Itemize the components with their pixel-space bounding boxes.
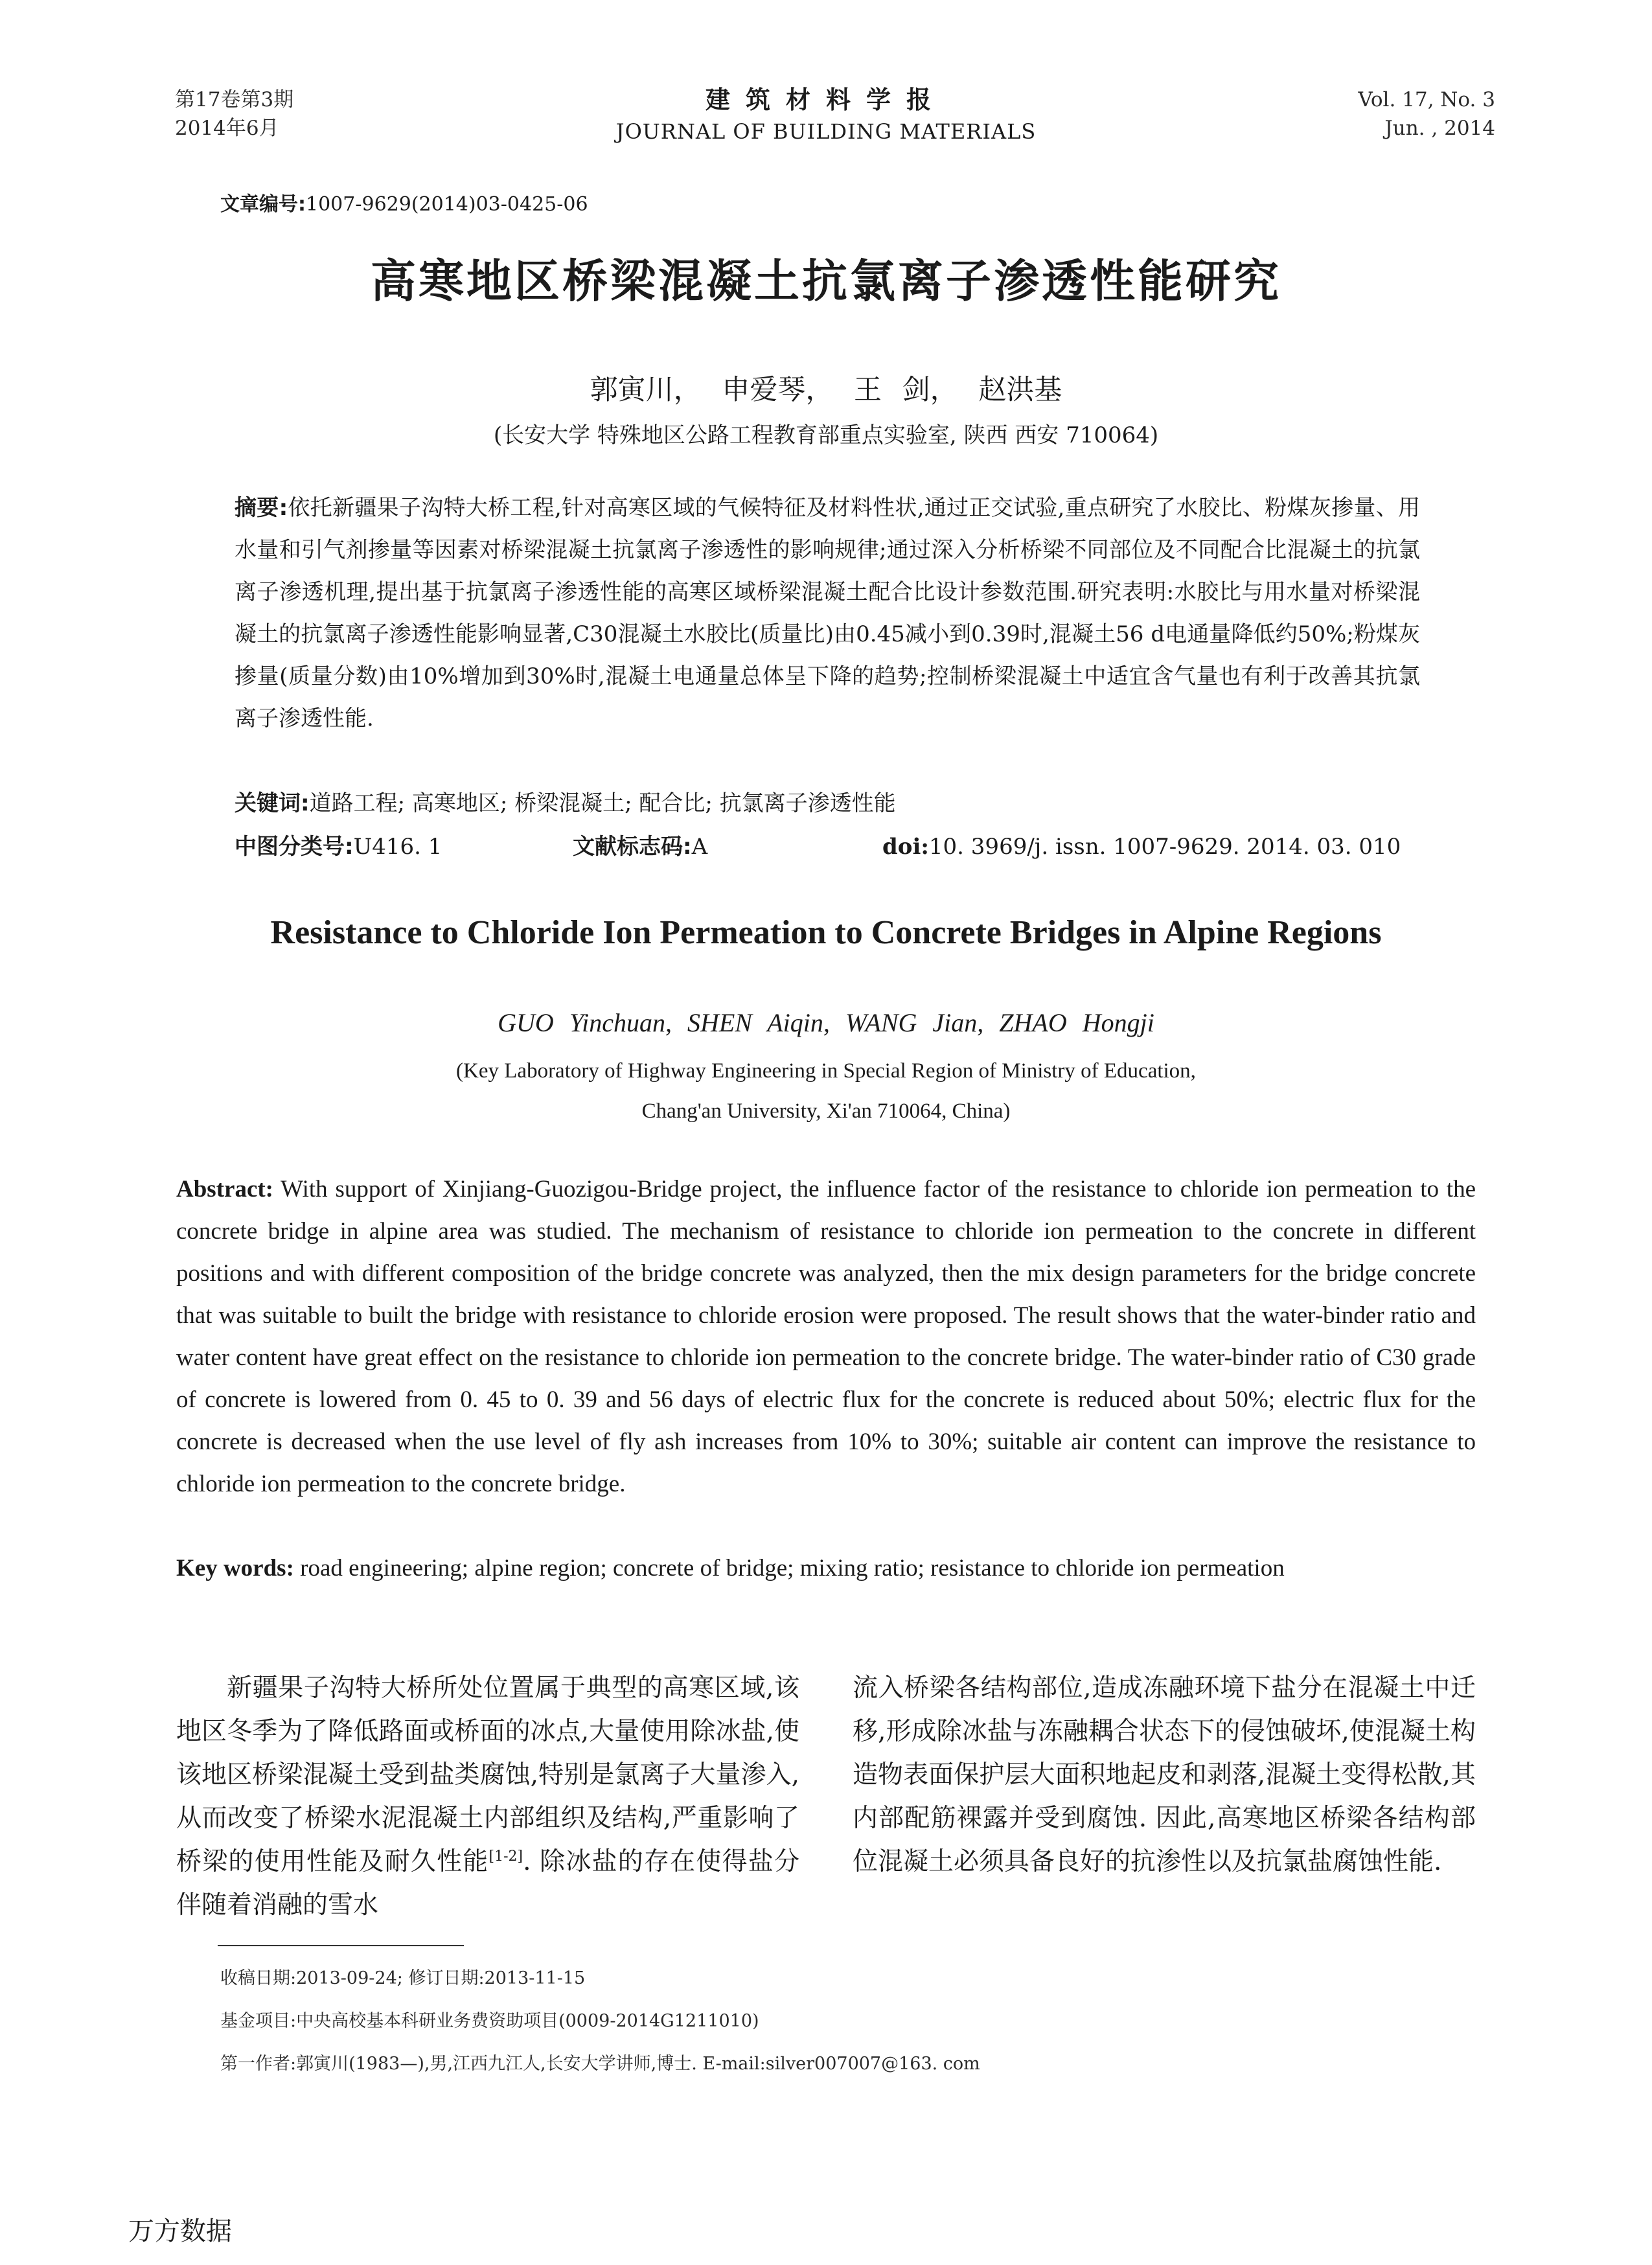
authors-en: GUO Yinchuan, SHEN Aiqin, WANG Jian, ZHAO Hongji [498, 1008, 1154, 1037]
footnote-funding: 基金项目:中央高校基本科研业务费资助项目(0009-2014G1211010) [220, 2011, 759, 2031]
classification-line [235, 831, 1420, 863]
keywords-cn [235, 787, 896, 820]
header-right [1358, 86, 1495, 143]
abstract-cn-label: 摘要: [235, 495, 288, 521]
footnote-received-date: 收稿日期:2013-09-24; 修订日期:2013-11-15 [220, 1968, 586, 1988]
body-column-right: 流入桥梁各结构部位,造成冻融环境下盐分在混凝土中迁移,形成除冰盐与冻融耦合状态下的侵蚀破坏,使混凝土构造物表面保护层大面积地起皮和剥落,混凝土变得松散,其内部配筋裸露并受到腐蚀. 因此,高寒地区桥梁各结构部位混凝土必须具备良好的抗渗性以及抗氯盐腐蚀性能. [853, 1673, 1476, 1876]
affiliation-en-line1: (Key Laboratory of Highway Engineering in Special Region of Ministry of Education, [456, 1059, 1196, 1083]
title-cn: 高寒地区桥梁混凝土抗氯离子渗透性能研究 [371, 255, 1281, 308]
footnote-divider [218, 1945, 464, 1946]
doi-value: 10. 3969/j. issn. 1007-9629. 2014. 03. 010 [928, 834, 1401, 860]
volume-issue-en: Vol. 17, No. 3 [1358, 88, 1495, 111]
footnote-first-author: 第一作者:郭寅川(1983—),男,江西九江人,长安大学讲师,博士. E-mail:silver007007@163. com [220, 2054, 980, 2074]
date-en: Jun. , 2014 [1384, 117, 1495, 140]
article-number [220, 188, 588, 216]
doi [882, 831, 1401, 863]
affiliation-en-line2: Chang'an University, Xi'an 710064, China) [641, 1099, 1011, 1123]
keywords-en-label: Key words: [176, 1555, 294, 1581]
abstract-en-text: With support of Xinjiang-Guozigou-Bridge project, the influence factor of the resistance to chloride ion permeation to the concrete bridge in alpine area was studied. The mechanism of resistance to chloride ion permeation to the concrete in different positions and with different composition of the bridge concrete was analyzed, then the mix design parameters for the bridge concrete that was suitable to built the bridge with resistance to chloride erosion were proposed. The result shows that the water-binder ratio and water content have great effect on the resistance to chloride ion permeation to the concrete bridge. The water-binder ratio of C30 grade of concrete is lowered from 0. 45 to 0. 39 and 56 days of electric flux for the concrete is reduced about 50%; electric flux for the concrete is decreased when the use level of fly ash increases from 10% to 30%; suitable air content can improve the resistance to chloride ion permeation to the concrete bridge. [176, 1176, 1476, 1497]
body-left-text-cont: . 除冰盐的存在使得盐分伴随着消融的雪水 [176, 1847, 799, 1920]
affiliation-en [0, 1051, 1652, 1131]
authors-cn: 郭寅川， 申爱琴， 王 剑， 赵洪基 [590, 374, 1062, 406]
clc-value: U416. 1 [353, 834, 442, 860]
document-code-label: 文献标志码: [573, 834, 692, 860]
journal-name-en: JOURNAL OF BUILDING MATERIALS [615, 119, 1037, 144]
watermark: 万方数据 [128, 2216, 232, 2246]
affiliation-cn: (长安大学 特殊地区公路工程教育部重点实验室, 陕西 西安 710064) [493, 422, 1159, 448]
article-number-value: 1007-9629(2014)03-0425-06 [306, 193, 588, 216]
volume-issue-cn: 第17卷第3期 [175, 88, 294, 111]
clc-label: 中图分类号: [235, 834, 354, 860]
document-code-value: A [691, 834, 708, 860]
clc-number [235, 834, 442, 860]
abstract-en [176, 1168, 1476, 1505]
doi-label: doi: [882, 834, 929, 860]
abstract-cn [235, 487, 1420, 740]
title-en: Resistance to Chloride Ion Permeation to Concrete Bridges in Alpine Regions [270, 914, 1382, 951]
date-cn: 2014年6月 [175, 117, 279, 140]
article-number-label: 文章编号: [220, 193, 306, 216]
citation-reference[interactable]: [1-2] [488, 1848, 523, 1865]
keywords-cn-label: 关键词: [235, 790, 310, 816]
body-left-text: 新疆果子沟特大桥所处位置属于典型的高寒区域,该地区冬季为了降低路面或桥面的冰点,大量使用除冰盐,使该地区桥梁混凝土受到盐类腐蚀,特别是氯离子大量渗入,从而改变了桥梁水泥混凝土内部组织及结构,严重影响了桥梁的使用性能及耐久性能 [176, 1673, 799, 1876]
document-code [573, 831, 707, 863]
keywords-en-text: road engineering; alpine region; concrete of bridge; mixing ratio; resistance to chloride ion permeation [300, 1555, 1285, 1581]
keywords-en [176, 1547, 1476, 1589]
abstract-cn-text: 依托新疆果子沟特大桥工程,针对高寒区域的气候特征及材料性状,通过正交试验,重点研究了水胶比、粉煤灰掺量、用水量和引气剂掺量等因素对桥梁混凝土抗氯离子渗透性的影响规律;通过深入分析桥梁不同部位及不同配合比混凝土的抗氯离子渗透机理,提出基于抗氯离子渗透性能的高寒区域桥梁混凝土配合比设计参数范围.研究表明:水胶比与用水量对桥梁混凝土的抗氯离子渗透性能影响显著,C30混凝土水胶比(质量比)由0.45减小到0.39时,混凝土56 d电通量降低约50%;粉煤灰掺量(质量分数)由10%增加到30%时,混凝土电通量总体呈下降的趋势;控制桥梁混凝土中适宜含气量也有利于改善其抗氯离子渗透性能. [235, 495, 1420, 731]
journal-name-cn: 建筑材料学报 [705, 85, 946, 114]
keywords-cn-text: 道路工程; 高寒地区; 桥梁混凝土; 配合比; 抗氯离子渗透性能 [309, 790, 896, 816]
body-column-left [176, 1666, 799, 1927]
abstract-en-label: Abstract: [176, 1176, 274, 1202]
